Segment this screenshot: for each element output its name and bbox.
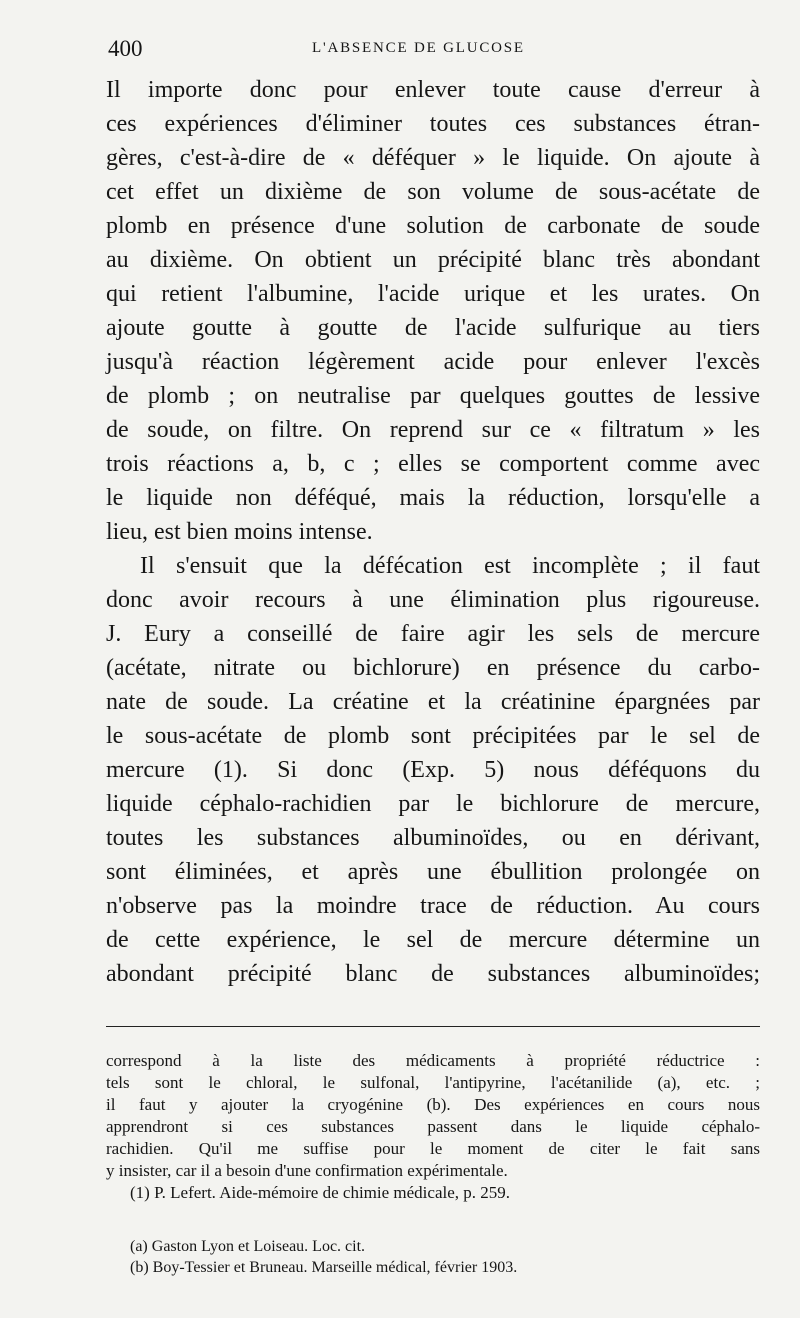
body-line: lieu, est bien moins intense.: [106, 519, 373, 545]
page-number: 400: [108, 36, 143, 61]
running-head: [108, 30, 760, 70]
body-line: mercure (1). Si donc (Exp. 5) nous déféquons du: [106, 757, 760, 783]
footnote-citation: (1) P. Lefert. Aide-mémoire de chimie médicale, p. 259.: [130, 1183, 511, 1202]
running-title: L'ABSENCE DE GLUCOSE: [312, 40, 525, 56]
body-line: de soude, on filtre. On reprend sur ce « filtratum » les: [106, 417, 760, 443]
body-line: toutes les substances albuminoïdes, ou en dérivant,: [106, 825, 760, 851]
reference-line: (b) Boy-Tessier et Bruneau. Marseille médical, février 1903.: [130, 1259, 518, 1276]
footnote-line: apprendront si ces substances passent dans le liquide céphalo-: [106, 1117, 760, 1136]
body-line: ces expériences d'éliminer toutes ces substances étran-: [106, 111, 760, 137]
body-line: de plomb ; on neutralise par quelques gouttes de lessive: [106, 383, 760, 409]
body-line: plomb en présence d'une solution de carbonate de soude: [106, 213, 760, 239]
body-line: Il importe donc pour enlever toute cause d'erreur à: [106, 77, 760, 103]
footnote-divider: [106, 1026, 760, 1027]
body-line: ajoute goutte à goutte de l'acide sulfurique au tiers: [106, 315, 760, 341]
body-line: gères, c'est-à-dire de « déféquer » le liquide. On ajoute à: [106, 145, 760, 171]
footnote-line: il faut y ajouter la cryogénine (b). Des expériences en cours nous: [106, 1095, 760, 1114]
body-text: [106, 73, 760, 991]
body-line: liquide céphalo-rachidien par le bichlorure de mercure,: [106, 791, 760, 817]
body-line: donc avoir recours à une élimination plus rigoureuse.: [106, 587, 760, 613]
body-line: trois réactions a, b, c ; elles se comportent comme avec: [106, 451, 760, 477]
body-line: sont éliminées, et après une ébullition prolongée on: [106, 859, 760, 885]
footnotes: [106, 1050, 760, 1204]
body-line: au dixième. On obtient un précipité blanc très abondant: [106, 247, 760, 273]
body-line: Il s'ensuit que la défécation est incomplète ; il faut: [140, 553, 760, 579]
footnote-line: tels sont le chloral, le sulfonal, l'antipyrine, l'acétanilide (a), etc. ;: [106, 1073, 760, 1092]
body-line: le liquide non déféqué, mais la réduction, lorsqu'elle a: [106, 485, 760, 511]
reference-line: (a) Gaston Lyon et Loiseau. Loc. cit.: [130, 1238, 366, 1255]
body-line: jusqu'à réaction légèrement acide pour enlever l'excès: [106, 349, 760, 375]
footnote-references: [130, 1236, 760, 1278]
body-line: (acétate, nitrate ou bichlorure) en présence du carbo-: [106, 655, 760, 681]
body-line: de cette expérience, le sel de mercure détermine un: [106, 927, 760, 953]
body-line: J. Eury a conseillé de faire agir les sels de mercure: [106, 621, 760, 647]
body-line: n'observe pas la moindre trace de réduction. Au cours: [106, 893, 760, 919]
footnote-line: correspond à la liste des médicaments à propriété réductrice :: [106, 1051, 760, 1070]
footnote-line: rachidien. Qu'il me suffise pour le moment de citer le fait sans: [106, 1139, 760, 1158]
body-line: nate de soude. La créatine et la créatinine épargnées par: [106, 689, 760, 715]
body-line: abondant précipité blanc de substances albuminoïdes;: [106, 961, 760, 987]
body-line: cet effet un dixième de son volume de sous-acétate de: [106, 179, 760, 205]
body-line: le sous-acétate de plomb sont précipitées par le sel de: [106, 723, 760, 749]
body-line: qui retient l'albumine, l'acide urique et les urates. On: [106, 281, 760, 307]
footnote-line: y insister, car il a besoin d'une confirmation expérimentale.: [106, 1161, 508, 1180]
